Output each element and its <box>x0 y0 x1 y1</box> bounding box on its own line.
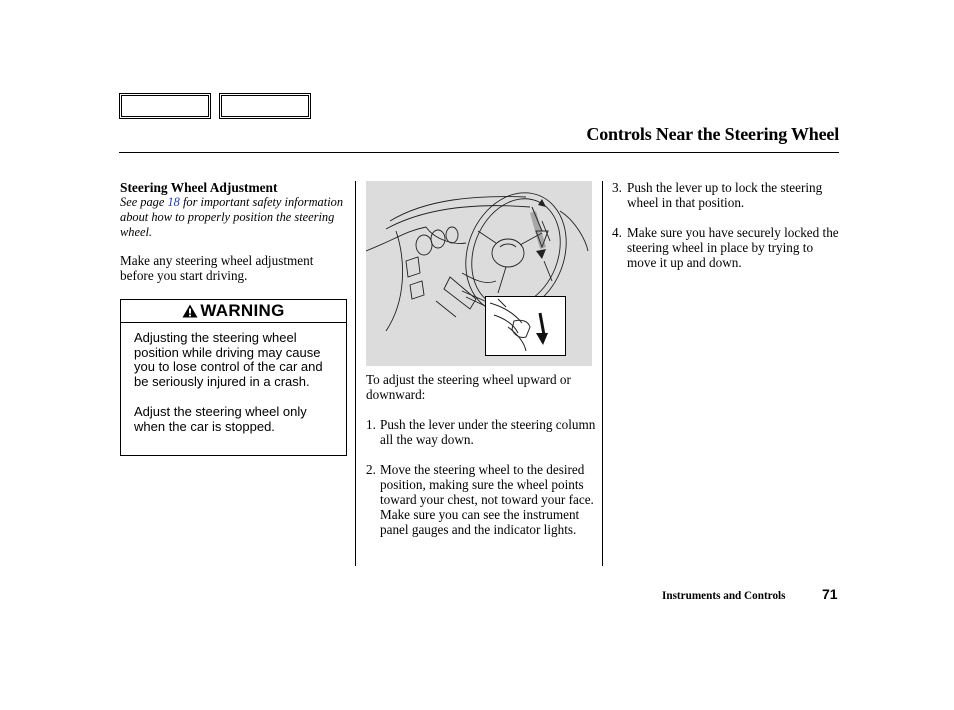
warning-label: WARNING <box>200 301 285 320</box>
title-divider <box>119 152 839 153</box>
warning-triangle-icon <box>182 304 198 318</box>
left-column <box>120 180 348 283</box>
step-text: Make sure you have securely locked the steering wheel in place by trying to move it up and down. <box>627 225 839 270</box>
safety-note-prefix: See page <box>120 195 168 209</box>
footer-section-title: Instruments and Controls <box>662 590 786 602</box>
step-item <box>612 225 842 270</box>
page-title: Controls Near the Steering Wheel <box>586 124 839 144</box>
safety-note <box>120 195 348 240</box>
step-item <box>366 417 598 447</box>
steering-wheel-figure <box>366 181 592 366</box>
step-item <box>612 180 842 210</box>
previous-page-button[interactable] <box>119 93 211 119</box>
warning-body <box>121 323 346 434</box>
step-text: Push the lever under the steering column all the way down. <box>380 417 596 447</box>
lever-detail-illustration <box>486 297 565 355</box>
page-reference-link[interactable]: 18 <box>167 195 180 209</box>
step-text: Move the steering wheel to the desired position, making sure the wheel points toward your chest, not toward your face. Make sure you can see the instrument panel gauges and the indicator lights. <box>380 462 594 537</box>
column-divider <box>355 181 356 566</box>
step-number: 1. <box>366 417 376 432</box>
section-heading: Steering Wheel Adjustment <box>120 180 278 195</box>
step-number: 4. <box>612 225 622 240</box>
lever-detail-inset <box>485 296 566 356</box>
step-item <box>366 462 598 537</box>
step-number: 2. <box>366 462 376 477</box>
right-column <box>612 180 842 285</box>
warning-header <box>121 300 346 323</box>
warning-box <box>120 299 347 456</box>
adjust-intro: To adjust the steering wheel upward or downward: <box>366 372 571 402</box>
column-divider <box>602 181 603 566</box>
middle-column <box>366 372 598 552</box>
adjustment-intro: Make any steering wheel adjustment before you start driving. <box>120 253 314 283</box>
next-page-button[interactable] <box>219 93 311 119</box>
warning-paragraph: Adjust the steering wheel only when the car is stopped. <box>134 403 307 434</box>
step-number: 3. <box>612 180 622 195</box>
safety-note-suffix: for important safety information about how to properly position the steering wheel. <box>120 195 344 239</box>
warning-paragraph: Adjusting the steering wheel position while driving may cause you to lose control of the car and be seriously injured in a crash. <box>134 330 323 390</box>
page-number: 71 <box>822 586 838 602</box>
step-text: Push the lever up to lock the steering wheel in that position. <box>627 180 823 210</box>
